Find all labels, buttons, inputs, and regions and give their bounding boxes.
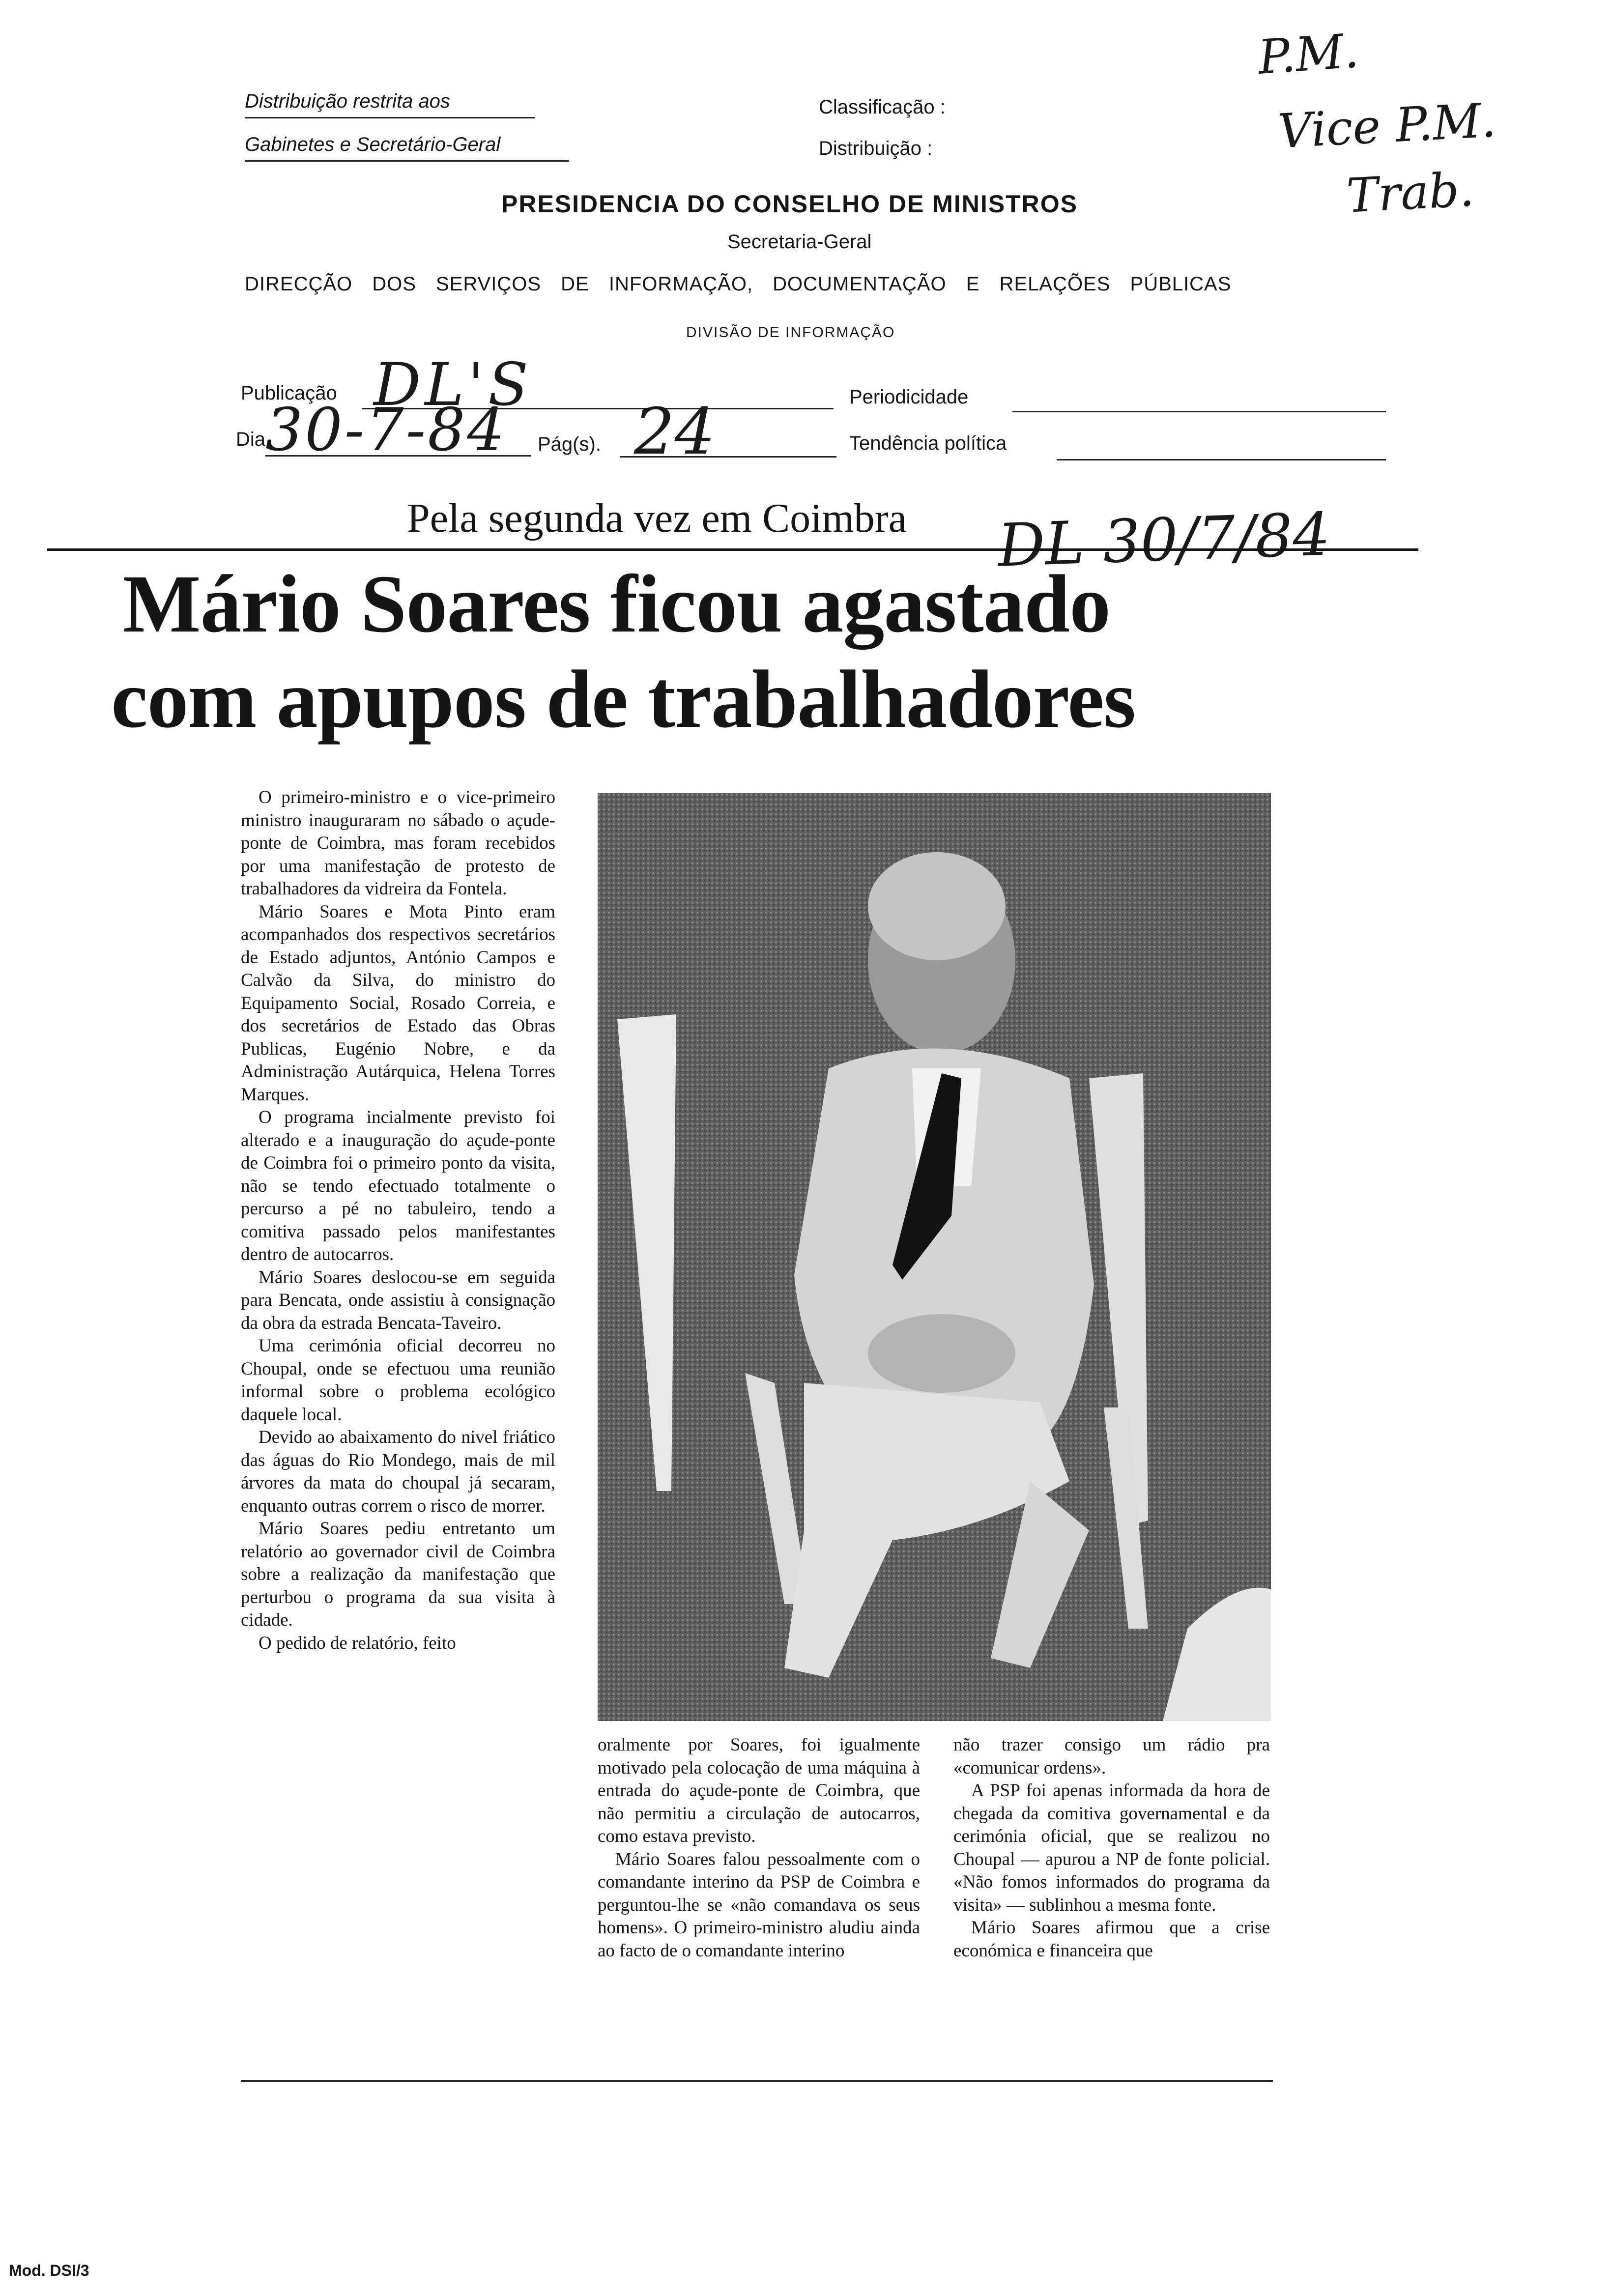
paragraph: O primeiro-ministro e o vice-primeiro ministro inauguraram no sábado o açude-ponte de Coimbra, mas foram recebidos por uma manifestação de protesto de trabalhadores da vidreira da Fontela. bbox=[241, 787, 555, 899]
paragraph: Mário Soares falou pessoalmente com o comandante interino da PSP de Coimbra e perguntou-lhe se «não comandava os seus homens». O primeiro-ministro aludiu ainda ao facto de o comandante interino bbox=[598, 1849, 920, 1961]
paragraph: O pedido de relatório, feito bbox=[259, 1633, 456, 1653]
distribution-line-1: Distribuição restrita aos bbox=[245, 90, 450, 112]
handwritten-routing-line-3: Trab. bbox=[1345, 162, 1475, 224]
paragraph: oralmente por Soares, foi igualmente motivado pela colocação de uma máquina à entrada do açude-ponte de Coimbra, que não permitiu a circulação de autocarros, como estava previsto. bbox=[598, 1735, 920, 1846]
office-title: PRESIDENCIA DO CONSELHO DE MINISTROS bbox=[501, 190, 1078, 218]
directorate-line: DIRECÇÃO DOS SERVIÇOS DE INFORMAÇÃO, DOCUMENTAÇÃO E RELAÇÕES PÚBLICAS bbox=[245, 273, 1232, 295]
headline-line-1: Mário Soares ficou agastado bbox=[123, 558, 1111, 650]
handwritten-clip-date: DL 30/7/84 bbox=[996, 500, 1331, 580]
article-kicker: Pela segunda vez em Coimbra bbox=[407, 495, 907, 541]
office-subtitle: Secretaria-Geral bbox=[727, 231, 872, 253]
headline-line-2: com apupos de trabalhadores bbox=[111, 654, 1136, 745]
publication-label: Publicação bbox=[241, 382, 337, 404]
photo-illustration bbox=[598, 793, 1271, 1721]
paragraph: Mário Soares pediu entretanto um relatório ao governador civil de Coimbra sobre a realização da manifestação que perturbou o programa da sua visita à cidade. bbox=[241, 1519, 555, 1630]
political-tendency-blank-line bbox=[1057, 459, 1386, 460]
handwritten-date: 30-7-84 bbox=[265, 396, 507, 464]
periodicity-blank-line bbox=[1012, 411, 1386, 412]
distribution-label: Distribuição : bbox=[819, 138, 933, 159]
handwritten-publication: DL'S bbox=[374, 351, 533, 419]
article-photo bbox=[598, 793, 1271, 1721]
paragraph: A PSP foi apenas informada da hora de chegada da comitiva governamental e da cerimónia oficial, que se realizou no Choupal — apurou a NP de fonte policial. «Não fomos informados do programa da visita» — sublinhou a mesma fonte. bbox=[953, 1780, 1270, 1915]
handwritten-pages: 24 bbox=[634, 394, 716, 469]
distribution-underline-2 bbox=[245, 160, 569, 162]
paragraph: não trazer consigo um rádio pra «comunicar ordens». bbox=[953, 1735, 1270, 1778]
pages-blank-line bbox=[620, 456, 836, 458]
day-blank-line bbox=[265, 455, 531, 457]
division-line: DIVISÃO DE INFORMAÇÃO bbox=[686, 324, 895, 341]
paragraph: Mário Soares afirmou que a crise económica e financeira que bbox=[953, 1918, 1270, 1961]
day-label: Dia bbox=[236, 429, 266, 450]
person-hands bbox=[868, 1314, 1015, 1393]
distribution-underline-1 bbox=[245, 117, 535, 118]
distribution-line-2: Gabinetes e Secretário-Geral bbox=[245, 134, 501, 155]
article-column-2 bbox=[598, 1734, 920, 2078]
handwritten-routing-line-1: P.M. bbox=[1256, 23, 1361, 85]
paragraph: Uma cerimónia oficial decorreu no Choupal, onde se efectuou uma reunião informal sobre o problema ecológico daquele local. bbox=[241, 1336, 555, 1425]
paragraph: Mário Soares deslocou-se em seguida para Bencata, onde assistiu à consignação da obra da estrada Bencata-Taveiro. bbox=[241, 1267, 555, 1333]
person-hair bbox=[868, 852, 1006, 960]
kicker-rule bbox=[47, 548, 1418, 551]
form-code: Mod. DSI/3 bbox=[9, 2262, 89, 2279]
article-column-1 bbox=[241, 786, 555, 2074]
periodicity-label: Periodicidade bbox=[849, 386, 969, 408]
handwritten-routing-line-2: Vice P.M. bbox=[1276, 92, 1497, 159]
article-column-3 bbox=[953, 1734, 1270, 2078]
classification-label: Classificação : bbox=[819, 96, 946, 118]
paragraph: Mário Soares e Mota Pinto eram acompanhados dos respectivos secretários de Estado adjuntos, António Campos e Calvão da Silva, do ministro do Equipamento Social, Rosado Correia, e dos secretários de Estado das Obras Publicas, Eugénio Nobre, e da Administração Autárquica, Helena Torres Marques. bbox=[241, 901, 555, 1105]
paragraph: O programa incialmente previsto foi alterado e a inauguração do açude-ponte de Coimbra foi o primeiro ponto da visita, não se tendo efectuado totalmente o percurso a pé no tabuleiro, tendo a comitiva passado pelos manifestantes dentro de autocarros. bbox=[241, 1107, 555, 1264]
political-tendency-label: Tendência política bbox=[849, 432, 1007, 454]
article-bottom-rule bbox=[241, 2080, 1273, 2082]
pages-label: Pág(s). bbox=[538, 433, 601, 455]
paragraph: Devido ao abaixamento do nivel friático das águas do Rio Mondego, mais de mil árvores da mata do choupal já secaram, enquanto outras correm o risco de morrer. bbox=[241, 1427, 555, 1516]
